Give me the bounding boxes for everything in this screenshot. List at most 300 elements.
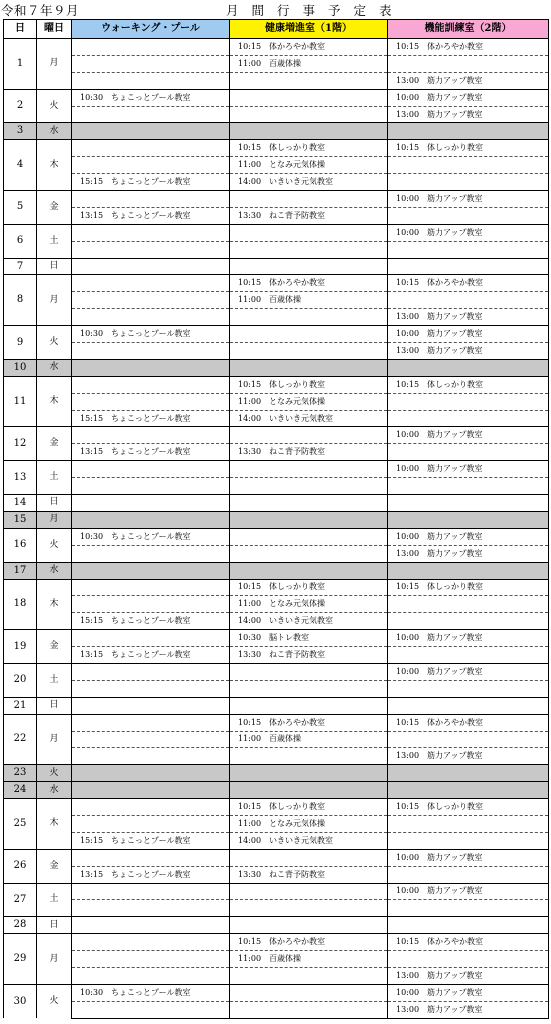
day-number: 2 [4,89,37,123]
health-event [230,883,388,900]
health-event: 13:30 ねこ背予防教室 [230,866,388,883]
func-event: 10:15 体かろやか教室 [388,275,549,292]
health-event: 10:15 体しっかり教室 [230,799,388,816]
col-header-health: 健康増進室（1階） [230,20,388,39]
health-event [230,427,388,444]
day-number: 10 [4,359,37,376]
table-row [4,495,549,512]
func-event: 10:00 筋力アップ教室 [388,849,549,866]
day-number: 20 [4,663,37,697]
pool-event [72,967,230,984]
weekday: 月 [37,275,72,326]
day-number: 7 [4,258,37,275]
func-event: 10:15 体しっかり教室 [388,579,549,596]
day-number: 27 [4,883,37,917]
pool-event: 15:15 ちょこっとプール教室 [72,832,230,849]
func-event [388,562,549,579]
day-number: 29 [4,934,37,985]
weekday: 木 [37,140,72,191]
day-number: 4 [4,140,37,191]
health-event [230,528,388,545]
health-event [230,697,388,714]
table-row [4,359,549,376]
health-event [230,748,388,765]
header-row [4,20,549,39]
day-number: 25 [4,799,37,850]
day-number: 6 [4,224,37,258]
health-event [230,258,388,275]
table-row [4,917,549,934]
pool-event [72,545,230,562]
health-event: 10:15 体かろやか教室 [230,714,388,731]
pool-event [72,72,230,89]
health-event: 11:00 となみ元気体操 [230,157,388,174]
weekday: 土 [37,883,72,917]
func-event [388,123,549,140]
func-event: 10:00 筋力アップ教室 [388,326,549,343]
day-number: 13 [4,461,37,495]
pool-event [72,849,230,866]
table-row [4,1001,549,1018]
table-row [4,343,549,360]
table-row [4,528,549,545]
health-event [230,326,388,343]
weekday: 火 [37,528,72,562]
table-row [4,900,549,917]
health-event: 10:15 体しっかり教室 [230,579,388,596]
health-event [230,680,388,697]
pool-event [72,815,230,832]
table-row [4,511,549,528]
func-event: 10:15 体しっかり教室 [388,140,549,157]
health-event [230,359,388,376]
func-event [388,444,549,461]
health-event [230,511,388,528]
health-event [230,765,388,782]
table-row [4,613,549,630]
health-event [230,782,388,799]
health-event: 10:15 体しっかり教室 [230,376,388,393]
pool-event [72,731,230,748]
health-event: 13:30 ねこ背予防教室 [230,207,388,224]
table-row [4,258,549,275]
func-event [388,647,549,664]
health-event: 11:00 百歳体操 [230,951,388,968]
pool-event [72,123,230,140]
pool-event [72,630,230,647]
table-row [4,174,549,191]
weekday: 金 [37,849,72,883]
table-row [4,596,549,613]
health-event: 14:00 いきいき元気教室 [230,174,388,191]
pool-event [72,478,230,495]
table-row [4,765,549,782]
weekday: 水 [37,123,72,140]
table-row [4,89,549,106]
weekday: 火 [37,984,72,1018]
pool-event [72,917,230,934]
table-row [4,630,549,647]
func-event [388,292,549,309]
func-event [388,241,549,258]
pool-event [72,1001,230,1018]
pool-event [72,596,230,613]
table-row [4,714,549,731]
pool-event [72,258,230,275]
table-row [4,934,549,951]
table-row [4,562,549,579]
weekday: 土 [37,461,72,495]
pool-event: 13:15 ちょこっとプール教室 [72,444,230,461]
table-row [4,815,549,832]
func-event: 10:15 体かろやか教室 [388,39,549,56]
day-number: 18 [4,579,37,630]
func-event: 10:00 筋力アップ教室 [388,427,549,444]
table-row [4,191,549,208]
day-number: 16 [4,528,37,562]
func-event: 13:00 筋力アップ教室 [388,967,549,984]
page-header [0,0,551,18]
table-row [4,782,549,799]
pool-event [72,782,230,799]
table-row [4,157,549,174]
weekday: 金 [37,191,72,225]
func-event [388,258,549,275]
col-header-weekday: 曜日 [37,20,72,39]
day-number: 28 [4,917,37,934]
day-number: 8 [4,275,37,326]
table-row [4,55,549,72]
func-event: 10:00 筋力アップ教室 [388,984,549,1001]
table-row [4,866,549,883]
col-header-func: 機能訓練室（2階） [388,20,549,39]
weekday: 金 [37,427,72,461]
func-event [388,680,549,697]
func-event [388,174,549,191]
weekday: 木 [37,376,72,427]
func-event [388,782,549,799]
health-event: 10:15 体かろやか教室 [230,275,388,292]
table-row [4,427,549,444]
pool-event [72,275,230,292]
pool-event: 13:15 ちょこっとプール教室 [72,647,230,664]
pool-event [72,900,230,917]
weekday: 月 [37,39,72,90]
pool-event [72,680,230,697]
day-number: 1 [4,39,37,90]
table-row [4,647,549,664]
table-row [4,461,549,478]
func-event [388,815,549,832]
table-row [4,967,549,984]
health-event [230,191,388,208]
pool-event [72,427,230,444]
day-number: 5 [4,191,37,225]
health-event [230,967,388,984]
pool-event [72,883,230,900]
pool-event: 13:15 ちょこっとプール教室 [72,207,230,224]
pool-event [72,39,230,56]
pool-event [72,461,230,478]
pool-event [72,191,230,208]
table-row [4,292,549,309]
func-event: 10:00 筋力アップ教室 [388,224,549,241]
func-event: 10:00 筋力アップ教室 [388,883,549,900]
pool-event [72,697,230,714]
func-event [388,866,549,883]
health-event [230,663,388,680]
pool-event [72,934,230,951]
func-event: 10:00 筋力アップ教室 [388,663,549,680]
table-row [4,478,549,495]
pool-event [72,511,230,528]
pool-event: 15:15 ちょこっとプール教室 [72,613,230,630]
health-event [230,309,388,326]
func-event [388,359,549,376]
table-row [4,883,549,900]
table-row [4,241,549,258]
table-row [4,140,549,157]
pool-event: 10:30 ちょこっとプール教室 [72,528,230,545]
table-row [4,680,549,697]
func-event: 13:00 筋力アップ教室 [388,343,549,360]
weekday: 水 [37,359,72,376]
health-event [230,123,388,140]
pool-event [72,157,230,174]
weekday: 金 [37,630,72,664]
pool-event [72,765,230,782]
health-event [230,89,388,106]
func-event [388,613,549,630]
func-event: 13:00 筋力アップ教室 [388,72,549,89]
table-row [4,123,549,140]
health-event: 11:00 となみ元気体操 [230,393,388,410]
func-event [388,765,549,782]
weekday: 日 [37,258,72,275]
func-event: 10:15 体かろやか教室 [388,714,549,731]
pool-event [72,799,230,816]
day-number: 24 [4,782,37,799]
table-row [4,72,549,89]
func-event: 13:00 筋力アップ教室 [388,748,549,765]
pool-event [72,376,230,393]
day-number: 12 [4,427,37,461]
pool-event: 15:15 ちょこっとプール教室 [72,174,230,191]
health-event: 10:30 脳トレ教室 [230,630,388,647]
weekday: 火 [37,89,72,123]
func-event: 10:00 筋力アップ教室 [388,528,549,545]
health-event: 11:00 百歳体操 [230,55,388,72]
page-title: 月間行事予定表 [226,3,405,18]
pool-event [72,292,230,309]
pool-event [72,495,230,512]
pool-event [72,393,230,410]
func-event [388,697,549,714]
func-event: 10:15 体かろやか教室 [388,934,549,951]
health-event [230,495,388,512]
health-event [230,461,388,478]
health-event [230,1001,388,1018]
weekday: 木 [37,579,72,630]
func-event: 10:00 筋力アップ教室 [388,89,549,106]
health-event: 10:15 体しっかり教室 [230,140,388,157]
weekday: 水 [37,782,72,799]
pool-event [72,748,230,765]
day-number: 22 [4,714,37,765]
func-event [388,55,549,72]
col-header-day: 日 [4,20,37,39]
func-event [388,157,549,174]
weekday: 月 [37,511,72,528]
day-number: 3 [4,123,37,140]
health-event: 13:30 ねこ背予防教室 [230,444,388,461]
day-number: 19 [4,630,37,664]
table-row [4,39,549,56]
health-event [230,984,388,1001]
pool-event [72,663,230,680]
table-row [4,832,549,849]
health-event [230,562,388,579]
weekday: 水 [37,562,72,579]
table-row [4,207,549,224]
table-row [4,444,549,461]
day-number: 23 [4,765,37,782]
func-event [388,731,549,748]
weekday: 月 [37,714,72,765]
day-number: 30 [4,984,37,1018]
pool-event [72,309,230,326]
pool-event [72,343,230,360]
health-event [230,478,388,495]
pool-event [72,55,230,72]
func-event [388,596,549,613]
weekday: 土 [37,224,72,258]
table-row [4,410,549,427]
func-event [388,410,549,427]
day-number: 21 [4,697,37,714]
func-event [388,832,549,849]
table-row [4,326,549,343]
table-row [4,731,549,748]
func-event: 13:00 筋力アップ教室 [388,309,549,326]
health-event: 11:00 となみ元気体操 [230,596,388,613]
func-event: 13:00 筋力アップ教室 [388,1001,549,1018]
pool-event [72,714,230,731]
func-event [388,951,549,968]
pool-event [72,224,230,241]
pool-event: 13:15 ちょこっとプール教室 [72,866,230,883]
health-event: 10:15 体かろやか教室 [230,39,388,56]
pool-event [72,140,230,157]
day-number: 9 [4,326,37,360]
health-event: 11:00 百歳体操 [230,731,388,748]
health-event [230,545,388,562]
table-row [4,579,549,596]
health-event: 14:00 いきいき元気教室 [230,832,388,849]
health-event: 14:00 いきいき元気教室 [230,613,388,630]
day-number: 17 [4,562,37,579]
weekday: 日 [37,697,72,714]
func-event: 13:00 筋力アップ教室 [388,545,549,562]
table-row [4,309,549,326]
day-number: 26 [4,849,37,883]
pool-event: 10:30 ちょこっとプール教室 [72,326,230,343]
table-row [4,376,549,393]
schedule-table [3,19,549,1019]
func-event [388,393,549,410]
pool-event: 10:30 ちょこっとプール教室 [72,89,230,106]
func-event [388,207,549,224]
func-event [388,511,549,528]
health-event [230,900,388,917]
table-row [4,951,549,968]
health-event: 14:00 いきいき元気教室 [230,410,388,427]
weekday: 月 [37,934,72,985]
pool-event [72,562,230,579]
weekday: 木 [37,799,72,850]
weekday: 火 [37,765,72,782]
health-event: 10:15 体かろやか教室 [230,934,388,951]
func-event: 10:00 筋力アップ教室 [388,191,549,208]
health-event: 11:00 百歳体操 [230,292,388,309]
day-number: 14 [4,495,37,512]
weekday: 火 [37,326,72,360]
weekday: 日 [37,917,72,934]
table-row [4,545,549,562]
table-row [4,849,549,866]
day-number: 11 [4,376,37,427]
table-row [4,697,549,714]
pool-event [72,241,230,258]
weekday: 土 [37,663,72,697]
health-event [230,224,388,241]
day-number: 15 [4,511,37,528]
func-event: 10:15 体しっかり教室 [388,799,549,816]
table-row [4,663,549,680]
func-event: 10:15 体しっかり教室 [388,376,549,393]
func-event [388,495,549,512]
health-event [230,849,388,866]
health-event [230,917,388,934]
func-event: 13:00 筋力アップ教室 [388,106,549,123]
pool-event [72,579,230,596]
table-row [4,748,549,765]
pool-event: 10:30 ちょこっとプール教室 [72,984,230,1001]
era-date: 令和７年９月 [1,3,80,18]
func-event: 10:00 筋力アップ教室 [388,461,549,478]
table-row [4,224,549,241]
pool-event [72,359,230,376]
health-event: 13:30 ねこ背予防教室 [230,647,388,664]
table-row [4,393,549,410]
pool-event [72,106,230,123]
table-row [4,799,549,816]
weekday: 日 [37,495,72,512]
func-event [388,478,549,495]
schedule-body [4,39,549,1019]
health-event [230,241,388,258]
health-event [230,343,388,360]
table-row [4,106,549,123]
health-event [230,72,388,89]
func-event: 10:00 筋力アップ教室 [388,630,549,647]
pool-event [72,951,230,968]
table-row [4,275,549,292]
table-row [4,984,549,1001]
health-event [230,106,388,123]
func-event [388,900,549,917]
col-header-pool: ウォーキング・プール [72,20,230,39]
